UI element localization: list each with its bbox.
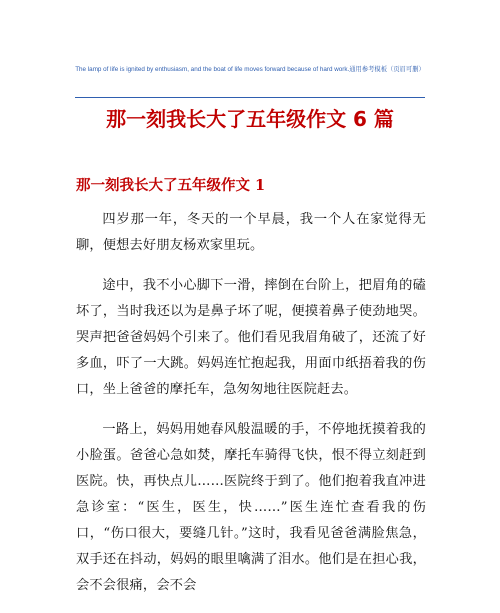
essay-body [76,207,426,613]
header-divider [75,97,425,98]
section-title: 那一刻我长大了五年级作文 1 [76,177,266,194]
paragraph-2: 途中，我不小心脚下一滑，摔倒在台阶上，把眉角的磕坏了，当时我还以为是鼻子坏了呢，便摸着鼻子使劲地哭。哭声把爸爸妈妈个引来了。他们看见我眉角破了，还流了好多血，吓了一大跳。妈妈连忙抱起我，用面巾纸捂着我的伤口，坐上爸爸的摩托车，急匆匆地往医院赶去。 [76,278,426,397]
paragraph-1: 四岁那一年，冬天的一个早晨，我一个人在家觉得无聊，便想去好朋友杨欢家里玩。 [76,212,426,253]
page-header-note: The lamp of life is ignited by enthusiasm, and the boat of life moves forward because of hard work.通用参考模板（页眉可删） [75,66,425,73]
document-title: 那一刻我长大了五年级作文 6 篇 [106,107,394,131]
paragraph-3: 一路上，妈妈用她春风般温暖的手，不停地抚摸着我的小脸蛋。爸爸心急如焚，摩托车骑得飞快，恨不得立刻赶到医院。快，再快点儿……医院终于到了。他们抱着我直冲进急诊室：“医生，医生，快……”医生连忙查看我的伤口，“伤口很大，要缝几针。”这时，我看见爸爸满脸焦急，双手还在抖动，妈妈的眼里噙满了泪水。他们是在担心我，会不会很痛，会不会 [76,422,426,593]
